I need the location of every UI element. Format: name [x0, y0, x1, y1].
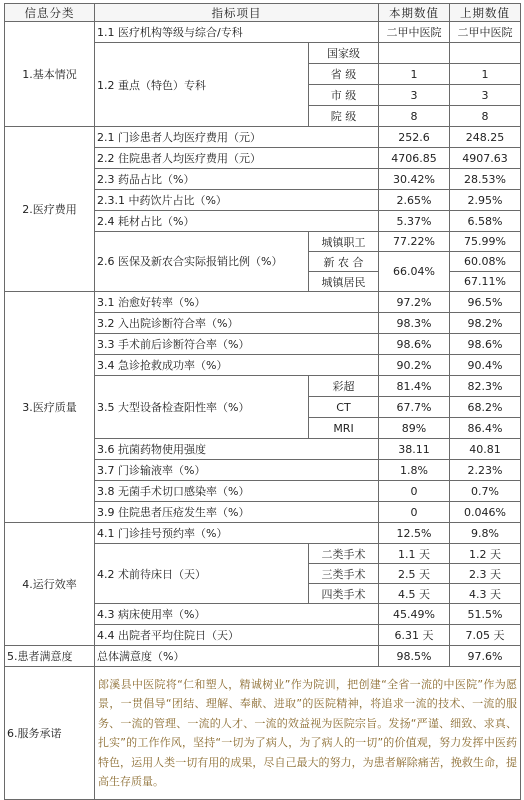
previous-value: 28.53% — [450, 169, 521, 190]
indicator-label: 4.3 病床使用率（%） — [95, 604, 379, 625]
previous-value: 75.99% — [450, 232, 521, 252]
indicator-label: 2.1 门诊患者人均医疗费用（元） — [95, 127, 379, 148]
previous-value: 6.58% — [450, 211, 521, 232]
previous-value: 1.2 天 — [450, 544, 521, 564]
current-value: 4.5 天 — [379, 584, 450, 604]
current-value: 4706.85 — [379, 148, 450, 169]
current-value: 81.4% — [379, 376, 450, 397]
indicator-label: 3.1 治愈好转率（%） — [95, 292, 379, 313]
category-satisfaction: 5.患者满意度 — [5, 646, 95, 667]
indicator-label: 2.3.1 中药饮片占比（%） — [95, 190, 379, 211]
indicator-label: 4.1 门诊挂号预约率（%） — [95, 523, 379, 544]
sub-label: 城镇职工 — [309, 232, 379, 252]
current-value: 38.11 — [379, 439, 450, 460]
previous-value: 90.4% — [450, 355, 521, 376]
current-value: 90.2% — [379, 355, 450, 376]
current-value: 1.1 天 — [379, 544, 450, 564]
indicator-label: 4.4 出院者平均住院日（天） — [95, 625, 379, 646]
current-value: 5.37% — [379, 211, 450, 232]
table-row — [5, 523, 521, 544]
indicator-label: 2.2 住院患者人均医疗费用（元） — [95, 148, 379, 169]
current-value: 0 — [379, 481, 450, 502]
current-value: 77.22% — [379, 232, 450, 252]
current-value: 98.3% — [379, 313, 450, 334]
sub-label: 二类手术 — [309, 544, 379, 564]
current-value: 98.5% — [379, 646, 450, 667]
previous-value: 二甲中医院 — [450, 22, 521, 43]
current-value: 8 — [379, 106, 450, 127]
sub-label: 市 级 — [309, 85, 379, 106]
previous-value: 2.3 天 — [450, 564, 521, 584]
header-previous: 上期数值 — [450, 4, 521, 22]
previous-value: 82.3% — [450, 376, 521, 397]
previous-value: 97.6% — [450, 646, 521, 667]
current-value: 2.5 天 — [379, 564, 450, 584]
previous-value: 2.23% — [450, 460, 521, 481]
previous-value: 248.25 — [450, 127, 521, 148]
category-quality: 3.医疗质量 — [5, 292, 95, 523]
header-current: 本期数值 — [379, 4, 450, 22]
current-value: 89% — [379, 418, 450, 439]
previous-value — [450, 43, 521, 64]
sub-label: MRI — [309, 418, 379, 439]
current-value: 0 — [379, 502, 450, 523]
indicator-label: 3.5 大型设备检查阳性率（%） — [95, 376, 309, 439]
previous-value: 2.95% — [450, 190, 521, 211]
category-cost: 2.医疗费用 — [5, 127, 95, 292]
indicator-label: 1.2 重点（特色）专科 — [95, 43, 309, 127]
hospital-info-table — [4, 3, 521, 800]
previous-value: 40.81 — [450, 439, 521, 460]
indicator-label: 2.3 药品占比（%） — [95, 169, 379, 190]
current-value: 6.31 天 — [379, 625, 450, 646]
previous-value: 8 — [450, 106, 521, 127]
header-row — [5, 4, 521, 22]
sub-label: 新 农 合 — [309, 252, 379, 272]
service-commitment-text: 郎溪县中医院将“仁和塑人，精诚树业”作为院训，把创建“全省一流的中医院”作为愿景，一贯倡导“团结、理解、奉献、进取”的医院精神，将追求一流的技术、一流的服务、一流的管理、一流的人才、一流的效益视为医院宗旨。发扬“严谨、细致、求真、扎实”的工作作风，坚持“一切为了病人，为了病人的一切”的价值观，努力发挥中医药特色，运用人类一切有用的成果，尽自己最大的努力，为患者解除痛苦，挽救生命，提高生存质量。 — [95, 667, 521, 800]
current-value: 3 — [379, 85, 450, 106]
previous-value: 86.4% — [450, 418, 521, 439]
previous-value: 4907.63 — [450, 148, 521, 169]
indicator-label: 3.2 入出院诊断符合率（%） — [95, 313, 379, 334]
indicator-label: 2.4 耗材占比（%） — [95, 211, 379, 232]
header-category: 信息分类 — [5, 4, 95, 22]
previous-value: 1 — [450, 64, 521, 85]
indicator-label: 3.9 住院患者压疮发生率（%） — [95, 502, 379, 523]
indicator-label: 总体满意度（%） — [95, 646, 379, 667]
previous-value: 96.5% — [450, 292, 521, 313]
category-basic: 1.基本情况 — [5, 22, 95, 127]
table-row — [5, 667, 521, 800]
sub-label: 院 级 — [309, 106, 379, 127]
current-value: 252.6 — [379, 127, 450, 148]
category-service: 6.服务承诺 — [5, 667, 95, 800]
category-ops: 4.运行效率 — [5, 523, 95, 646]
previous-value: 3 — [450, 85, 521, 106]
previous-value: 4.3 天 — [450, 584, 521, 604]
indicator-label: 3.8 无菌手术切口感染率（%） — [95, 481, 379, 502]
previous-value: 98.6% — [450, 334, 521, 355]
current-value: 30.42% — [379, 169, 450, 190]
current-value: 67.7% — [379, 397, 450, 418]
current-value: 二甲中医院 — [379, 22, 450, 43]
previous-value: 7.05 天 — [450, 625, 521, 646]
table-row — [5, 127, 521, 148]
previous-value: 51.5% — [450, 604, 521, 625]
sub-label: CT — [309, 397, 379, 418]
previous-value: 0.046% — [450, 502, 521, 523]
indicator-label: 3.4 急诊抢救成功率（%） — [95, 355, 379, 376]
sub-label: 彩超 — [309, 376, 379, 397]
current-value: 98.6% — [379, 334, 450, 355]
indicator-label: 3.3 手术前后诊断符合率（%） — [95, 334, 379, 355]
current-value: 1 — [379, 64, 450, 85]
previous-value: 68.2% — [450, 397, 521, 418]
table-row — [5, 292, 521, 313]
current-value: 45.49% — [379, 604, 450, 625]
table-row — [5, 22, 521, 43]
previous-value: 67.11% — [450, 272, 521, 292]
previous-value: 98.2% — [450, 313, 521, 334]
indicator-label: 3.7 门诊输液率（%） — [95, 460, 379, 481]
indicator-label: 2.6 医保及新农合实际报销比例（%） — [95, 232, 309, 292]
sub-label: 四类手术 — [309, 584, 379, 604]
current-value: 97.2% — [379, 292, 450, 313]
sub-label: 城镇居民 — [309, 272, 379, 292]
previous-value: 0.7% — [450, 481, 521, 502]
current-value: 1.8% — [379, 460, 450, 481]
sub-label: 省 级 — [309, 64, 379, 85]
current-value: 12.5% — [379, 523, 450, 544]
indicator-label: 1.1 医疗机构等级与综合/专科 — [95, 22, 379, 43]
current-value: 2.65% — [379, 190, 450, 211]
previous-value: 60.08% — [450, 252, 521, 272]
current-value: 66.04% — [379, 252, 450, 292]
sub-label: 三类手术 — [309, 564, 379, 584]
table-row — [5, 646, 521, 667]
sub-label: 国家级 — [309, 43, 379, 64]
indicator-label: 4.2 术前待床日（天） — [95, 544, 309, 604]
previous-value: 9.8% — [450, 523, 521, 544]
current-value — [379, 43, 450, 64]
header-indicator: 指标项目 — [95, 4, 379, 22]
indicator-label: 3.6 抗菌药物使用强度 — [95, 439, 379, 460]
